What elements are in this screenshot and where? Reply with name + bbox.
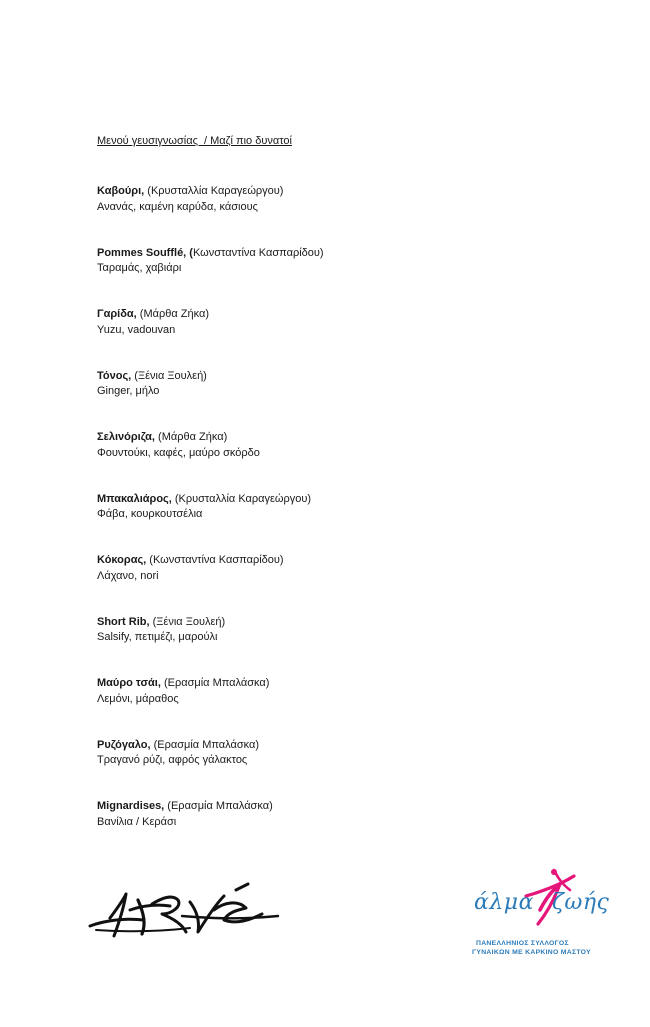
course-heading bbox=[97, 184, 283, 200]
course-item bbox=[97, 799, 273, 830]
chef-name: (Ερασμία Μπαλάσκα) bbox=[160, 677, 270, 689]
dish-description: Ανανάς, καμένη καρύδα, κάσιους bbox=[97, 200, 258, 213]
course-heading bbox=[97, 430, 260, 446]
course-item bbox=[97, 184, 283, 215]
dish-description: Ταραμάς, χαβιάρι bbox=[97, 262, 182, 274]
course-heading bbox=[97, 492, 311, 508]
signature-hand-drawn-logo bbox=[86, 880, 282, 944]
dish-name: Mignardises, bbox=[97, 800, 165, 812]
chef-name: (Ερασμία Μπαλάσκα) bbox=[164, 800, 273, 812]
course-heading bbox=[97, 307, 209, 323]
chef-name: (Ξένια Ξουλεή) bbox=[131, 369, 207, 382]
logo-word-alma: άλμα bbox=[474, 890, 534, 915]
course-heading bbox=[97, 246, 324, 262]
logo-tagline-line2: ΓΥΝΑΙΚΩΝ ΜΕ ΚΑΡΚΙΝΟ ΜΑΣΤΟΥ bbox=[472, 949, 591, 956]
chef-name: (Ερασμία Μπαλάσκα) bbox=[150, 738, 260, 751]
course-heading bbox=[97, 738, 259, 754]
chef-name: (Ξένια Ξουλεή) bbox=[149, 615, 226, 628]
course-item bbox=[97, 738, 259, 769]
logo-wordmark bbox=[474, 890, 609, 915]
course-item bbox=[97, 430, 260, 461]
chef-name: Κωνσταντίνα Κασπαρίδου) bbox=[192, 246, 324, 259]
course-item bbox=[97, 246, 324, 277]
course-heading bbox=[97, 369, 207, 385]
course-item bbox=[97, 615, 225, 646]
dish-description: Βανίλια / Κεράσι bbox=[97, 815, 177, 828]
alma-zois-logo bbox=[470, 866, 610, 966]
course-item bbox=[97, 369, 207, 400]
menu-title: Μενού γευσιγνωσίας / Μαζί πιο δυνατοί bbox=[97, 135, 292, 147]
dish-name: Γαρίδα, bbox=[97, 308, 137, 320]
dish-name: Pommes Soufflé, ( bbox=[97, 246, 193, 259]
dish-description: Ginger, μήλο bbox=[97, 385, 160, 397]
chef-name: (Κωνσταντίνα Κασπαρίδου) bbox=[146, 554, 284, 566]
dish-name: Σελινόριζα, bbox=[97, 431, 155, 443]
course-item bbox=[97, 553, 284, 584]
dish-description: Τραγανό ρύζι, αφρός γάλακτος bbox=[97, 754, 248, 766]
course-heading bbox=[97, 676, 269, 692]
course-item bbox=[97, 492, 311, 523]
chef-name: (Μάρθα Ζήκα) bbox=[154, 431, 228, 443]
dish-name: Μπακαλιάρος, bbox=[97, 492, 172, 505]
dish-description: Λεμόνι, μάραθος bbox=[97, 692, 179, 705]
dish-description: Φουντούκι, καφές, μαύρο σκόρδο bbox=[97, 446, 260, 459]
course-heading bbox=[97, 799, 273, 815]
dish-name: Τόνος, bbox=[97, 369, 132, 382]
course-item bbox=[97, 676, 269, 707]
course-heading bbox=[97, 553, 284, 569]
chef-name: (Μάρθα Ζήκα) bbox=[136, 308, 209, 320]
dish-description: Φάβα, κουρκουτσέλια bbox=[97, 508, 203, 520]
dish-name: Short Rib, bbox=[97, 615, 150, 628]
course-item bbox=[97, 307, 209, 338]
dish-name: Κόκορας, bbox=[97, 554, 147, 566]
chef-name: (Κρυσταλλία Καραγεώργου) bbox=[171, 492, 312, 505]
dish-description: Λάχανο, nori bbox=[97, 569, 159, 582]
course-heading bbox=[97, 615, 225, 631]
dish-description: Yuzu, vadouvan bbox=[97, 323, 176, 336]
chef-name: (Κρυσταλλία Καραγεώργου) bbox=[144, 185, 284, 197]
dish-name: Μαύρο τσάι, bbox=[97, 677, 161, 689]
logo-word-zois: ζωής bbox=[551, 890, 610, 915]
dish-name: Ρυζόγαλο, bbox=[97, 738, 151, 751]
dish-description: Salsify, πετιμέζι, μαρούλι bbox=[97, 631, 218, 643]
dish-name: Καβούρι, bbox=[97, 185, 145, 197]
logo-tagline-line1: ΠΑΝΕΛΛΗΝΙΟΣ ΣΥΛΛΟΓΟΣ bbox=[476, 940, 569, 947]
